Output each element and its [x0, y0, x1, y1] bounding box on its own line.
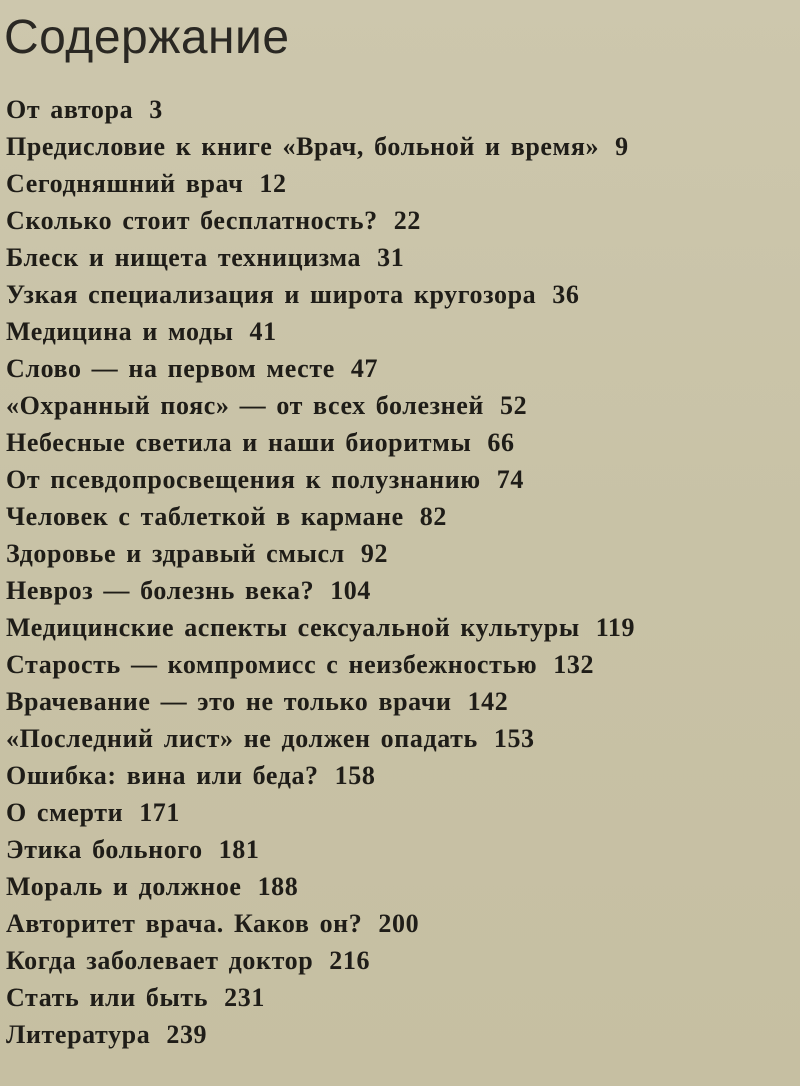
toc-entry — [6, 461, 796, 498]
toc-entry-title: Медицинские аспекты сексуальной культуры — [6, 613, 580, 642]
toc-entry-page-number: 231 — [224, 983, 265, 1012]
toc-entry-page-number: 9 — [615, 132, 629, 161]
toc-entry-title: О смерти — [6, 798, 124, 827]
toc-entry — [6, 202, 796, 239]
toc-entry — [6, 794, 796, 831]
toc-entry-title: «Последний лист» не должен опадать — [6, 724, 478, 753]
toc-entry — [6, 979, 796, 1016]
toc-entry-page-number: 92 — [360, 539, 389, 568]
toc-entry — [6, 424, 796, 461]
toc-entry-title: От автора — [6, 95, 134, 124]
toc-entry — [6, 683, 796, 720]
toc-entry-title: Мораль и должное — [6, 872, 242, 901]
toc-entry-page-number: 74 — [496, 465, 524, 494]
toc-entry-page-number: 158 — [334, 761, 376, 790]
toc-entry-title: Небесные светила и наши биоритмы — [6, 428, 472, 457]
toc-entry-page-number: 41 — [249, 317, 277, 346]
toc-entry-page-number: 31 — [377, 243, 405, 272]
toc-entry — [6, 350, 796, 387]
toc-entry — [6, 905, 796, 942]
toc-entry — [6, 498, 796, 535]
toc-entry-page-number: 22 — [393, 206, 421, 235]
toc-entry-title: Авторитет врача. Каков он? — [6, 909, 363, 938]
table-of-contents — [6, 91, 796, 1053]
toc-entry-page-number: 239 — [166, 1020, 208, 1049]
toc-entry-title: Узкая специализация и широта кругозора — [6, 280, 537, 309]
toc-entry-title: Сколько стоит бесплатность? — [6, 206, 378, 235]
toc-entry — [6, 165, 796, 202]
toc-entry — [6, 609, 796, 646]
toc-entry-page-number: 119 — [595, 613, 636, 642]
toc-entry-page-number: 104 — [330, 576, 372, 605]
toc-entry-title: Когда заболевает доктор — [6, 946, 314, 975]
toc-entry-title: Ошибка: вина или беда? — [6, 761, 319, 790]
toc-entry-title: Этика больного — [6, 835, 203, 864]
toc-entry-page-number: 82 — [419, 502, 447, 531]
toc-entry — [6, 239, 796, 276]
toc-entry — [6, 1016, 796, 1053]
toc-entry-page-number: 142 — [467, 687, 509, 716]
toc-entry-page-number: 171 — [139, 798, 180, 827]
toc-entry-title: От псевдопросвещения к полузнанию — [6, 465, 481, 494]
toc-entry — [6, 572, 796, 609]
toc-entry-title: Стать или быть — [6, 983, 209, 1012]
toc-entry — [6, 720, 796, 757]
toc-entry — [6, 91, 796, 128]
toc-entry-title: Здоровье и здравый смысл — [6, 539, 345, 568]
toc-entry — [6, 535, 796, 572]
toc-entry-page-number: 12 — [259, 169, 287, 198]
toc-entry-page-number: 216 — [329, 946, 371, 975]
toc-entry — [6, 646, 796, 683]
toc-entry-page-number: 66 — [487, 428, 515, 457]
toc-entry-page-number: 181 — [218, 835, 260, 864]
page-title: Содержание — [4, 11, 290, 64]
toc-entry — [6, 276, 796, 313]
toc-entry — [6, 757, 796, 794]
toc-entry-page-number: 3 — [149, 95, 163, 124]
toc-entry-title: Медицина и моды — [6, 317, 234, 346]
toc-entry-title: Сегодняшний врач — [6, 169, 244, 198]
toc-entry — [6, 128, 796, 165]
toc-entry-title: Литература — [6, 1020, 151, 1049]
toc-entry — [6, 942, 796, 979]
toc-entry-title: Предисловие к книге «Врач, больной и время» — [6, 132, 600, 161]
toc-entry-page-number: 36 — [552, 280, 580, 309]
toc-entry — [6, 868, 796, 905]
toc-entry-title: Человек с таблеткой в кармане — [6, 502, 404, 531]
toc-entry-title: «Охранный пояс» — от всех болезней — [6, 391, 484, 420]
toc-entry-page-number: 153 — [493, 724, 535, 753]
toc-entry-title: Невроз — болезнь века? — [6, 576, 315, 605]
toc-entry-title: Слово — на первом месте — [6, 354, 335, 383]
toc-entry-page-number: 200 — [378, 909, 420, 938]
toc-entry — [6, 387, 796, 424]
toc-entry — [6, 313, 796, 350]
toc-entry-page-number: 188 — [257, 872, 299, 901]
toc-entry — [6, 831, 796, 868]
toc-entry-title: Врачевание — это не только врачи — [6, 687, 452, 716]
toc-entry-title: Блеск и нищета техницизма — [6, 243, 362, 272]
toc-entry-page-number: 52 — [499, 391, 528, 420]
toc-entry-page-number: 47 — [350, 354, 379, 383]
toc-entry-page-number: 132 — [553, 650, 595, 679]
toc-entry-title: Старость — компромисс с неизбежностью — [6, 650, 538, 679]
